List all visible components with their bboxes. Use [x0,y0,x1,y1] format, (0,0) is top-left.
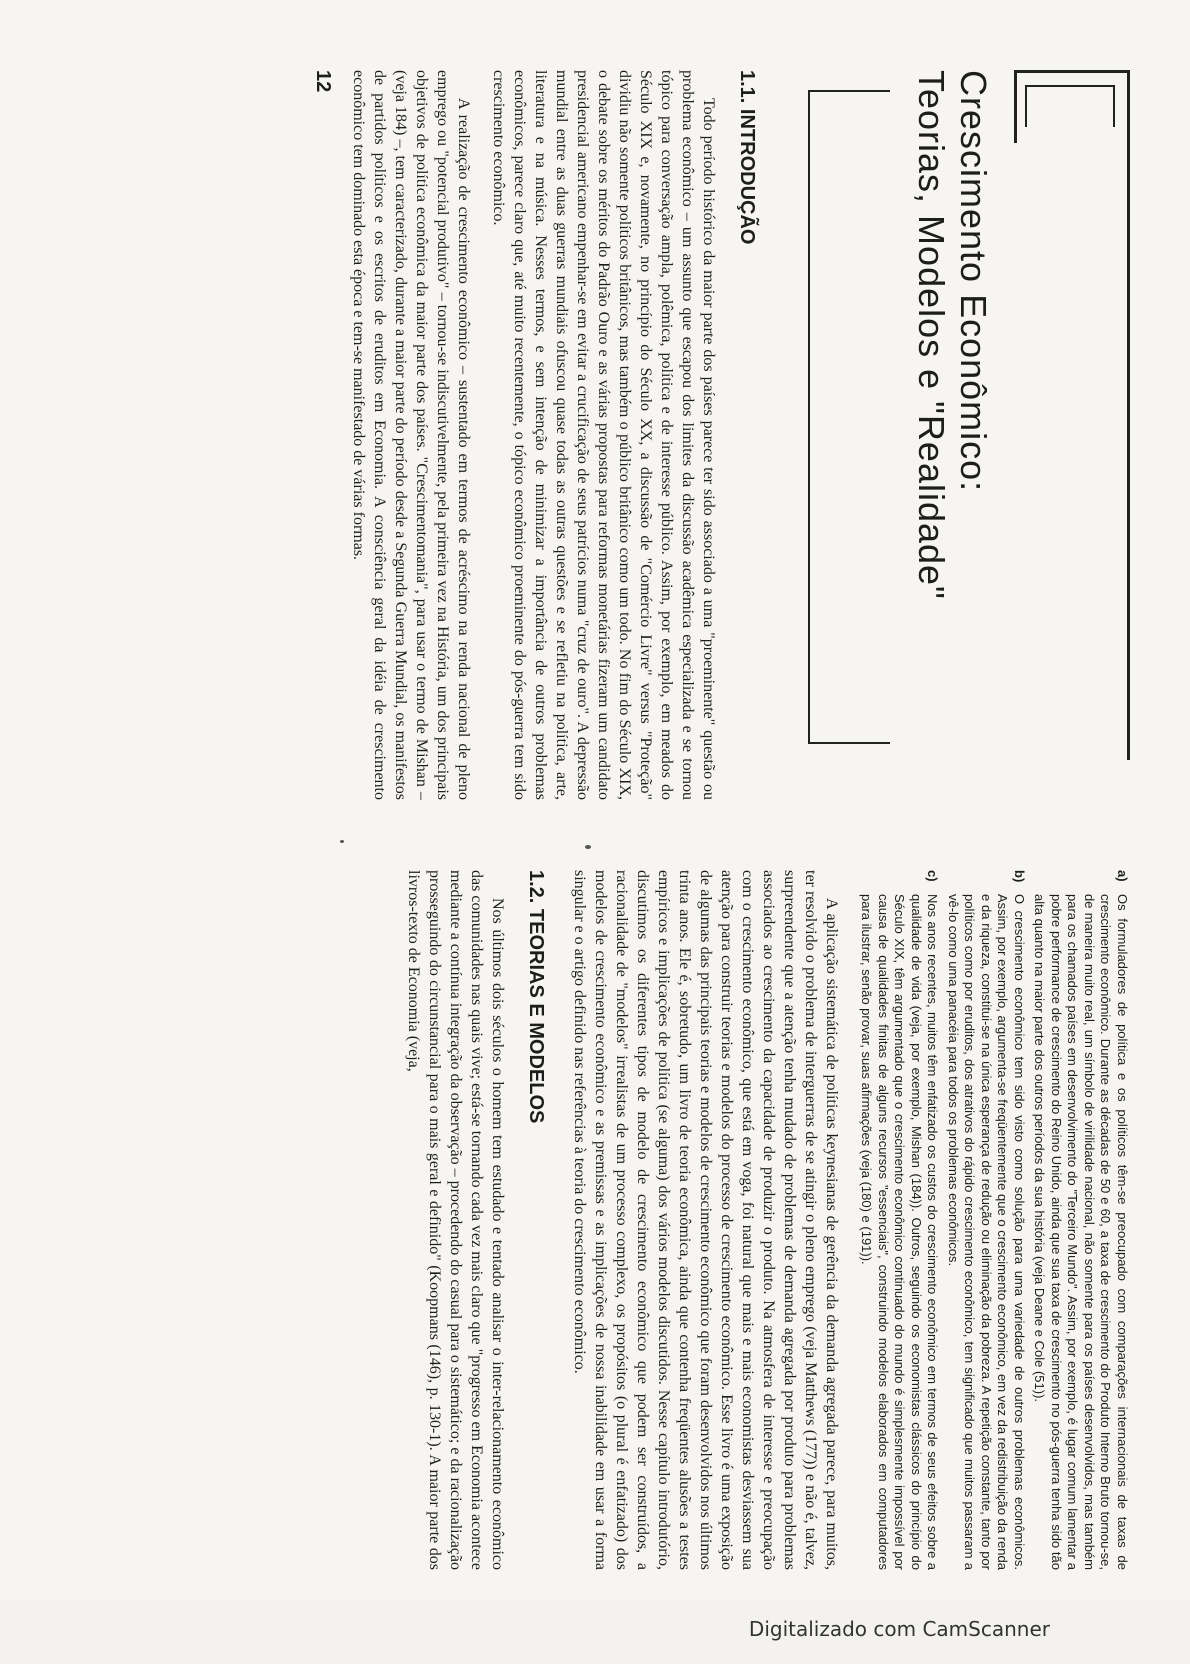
chapter-number-frame [1014,70,1130,143]
chapter-title [910,70,994,800]
list-item-text: Nos anos recentes, muitos têm enfatizado os custos do crescimento econômico em termos de seus efeitos sobre a qualidade de vida (veja, por exemplo, Mishan (184)). Outros, seguindo os economistas clássicos do princípio do Século XIX, têm argumentado que o crescimento econômico continuado do mundo é simplesmente impossível por causa de qualidades finitas de alguns recursos "essenciais", construindo modelos elaborados em computadores para ilustrar, senão provar, suas afirmações (veja (180) e (191)). [859,894,941,1570]
enumerated-list [858,870,1130,1570]
left-column [311,70,1130,800]
list-item [1031,870,1130,1570]
section-heading-teorias: 1.2. TEORIAS E MODELOS [525,870,547,1124]
list-marker: c) [925,870,941,882]
chapter-rule [1127,140,1130,760]
list-marker: b) [1012,870,1027,883]
section-heading-introducao: 1.1. INTRODUÇÃO [736,70,758,245]
paragraph: A aplicação sistemática de políticas keynesianas de gerência da demanda agregada parece, para muitos, ter resolvido o problema de interguerras de se atingir o pleno emprego (veja Matthews (177)) e não é, talvez, surpreendente que a atenção tenha mudado de problemas de demanda agregada por produto para problemas associados ao crescimento da capacidade de produzir o produto. Na atmosfera de interesse e preocupação com o crescimento econômico, que está em voga, foi natural que mais e mais economistas desviassem sua atenção para construir teorias e modelos do processo de crescimento econômico. Esse livro é uma exposição de algumas das principais teorias e modelos de crescimento econômico que foram desenvolvidos nos últimos trinta anos. Ele é, sobretudo, um livro de teoria econômica, ainda que contenha freqüentes alusões a testes empíricos e implicações de política (se alguma) dos vários modelos discutidos. Nesse capítulo introdutório, discutimos os diferentes tipos de modelo de crescimento econômico que podem ser construídos, a racionalidade de "modelos" irrealistas de um processo complexo, os propósitos (o plural é enfatizado) dos modelos de crescimento econômico e as premissas e as implicações de nossa inabilidade em usar a forma singular e o artigo definido nas referências à teoria do crescimento econômico. [571,870,840,1570]
list-marker: a) [1115,870,1130,882]
paragraph: A realização de crescimento econômico – sustentado em termos de acréscimo na renda nacional de pleno emprego ou "potencial produtivo" – tornou-se indiscutivelmente, pela primeira vez na História, um dos principais objetivos de política econômica da maior parte dos países. "Crescimentomania", para usar o termo de Mishan – (veja 184) –, tem caracterizado, durante a maior parte do período desde a Segunda Guerra Mundial, os manifestos de partidos políticos e os escritos de eruditos em Economia. A consciência geral da idéia de crescimento econômico tem dominado esta época e tem-se manifestado de várias formas. [350,70,472,800]
list-item-text: O crescimento econômico tem sido visto como solução para uma variedade de outros problemas econômicos. Assim, por exemplo, argumenta-se freqüentemente que o crescimento econômico, em vez da redistribuição da renda e da riqueza, constitui-se na única esperança de redução ou eliminação da pobreza. A repetição constante, tanto por políticos como por eruditos, dos atrativos do rápido crescimento econômico, tem significado que muitos passaram a vê-lo como uma panacéia para todos os problemas econômicos. [946,894,1027,1570]
dust-speck [585,845,591,849]
rotated-book-page [150,40,1160,1580]
list-item-text: Os formuladores de política e os políticos têm-se preocupado com comparações internacionais de taxas de crescimento econômico. Durante as décadas de 50 e 60, a taxa de crescimento do Produto Interno Bruto tornou-se, de maneira muito real, um símbolo de virilidade nacional, não somente para os países desenvolvidos, mas também para os chamados países em desenvolvimento do "Terceiro Mundo". Assim, por exemplo, é lugar comum lamentar a pobre performance de crescimento do Reino Unido, ainda que sua taxa de crescimento no pós-guerra tenha sido tão alta quanto na maior parte dos outros períodos da sua história (veja Deane e Cole (51)). [1032,894,1130,1570]
title-frame [780,70,890,800]
paragraph: Todo período histórico da maior parte dos países parece ter sido associado a uma "proeminente" questão ou problema econômico – um assunto que escapou dos limites da discussão acadêmica especializada e se tornou tópico para conversação ampla, polêmica, política e de interesse público. Assim, por exemplo, em meados do Século XIX e, novamente, no princípio do Século XX, a discussão de "Comércio Livre" versus "Proteção" dividiu não somente políticos britânicos, mas também o público britânico como um todo. No fim do Século XIX, o debate sobre os méritos do Padrão Ouro e as várias propostas para reformas monetárias fizeram um candidato presidencial americano empenhar-se em evitar a crucificação de seus patrícios numa "cruz de ouro". A depressão mundial entre as duas guerras mundiais ofuscou quase todas as outras questões e se refletiu na política, arte, literatura e na música. Nesses termos, e sem intenção de minimizar a importância de outros problemas econômicos, parece claro que, até muito recentemente, o tópico econômico proeminente do pós-guerra tem sido crescimento econômico. [490,70,717,800]
chapter-title-line-2: Teorias, Modelos e "Realidade" [911,70,952,600]
list-item [945,870,1028,1570]
page-number: 12 [312,70,334,93]
chapter-number-mark [1000,70,1130,800]
chapter-title-line-1: Crescimento Econômico: [953,70,994,493]
scanner-watermark: Digitalizado com CamScanner [748,1617,1050,1641]
right-column [389,870,1130,1570]
title-frame-box [808,90,890,744]
list-item [858,870,941,1570]
dust-speck [340,840,344,843]
paragraph: Nos últimos dois séculos o homem tem estudado e tentado analisar o inter-relacionamento econômico das comunidades nas quais vive; está-se tornando cada vez mais claro que "progresso em Economia acontece mediante a contínua integração da observação – procedendo do casual para o sistemático; e da racionalização prosseguindo do circunstancial para o mais geral e definido" (Koopmans (146), p. 130-1). A maior parte dos livros-texto de Economia (veja, [405,870,506,1570]
